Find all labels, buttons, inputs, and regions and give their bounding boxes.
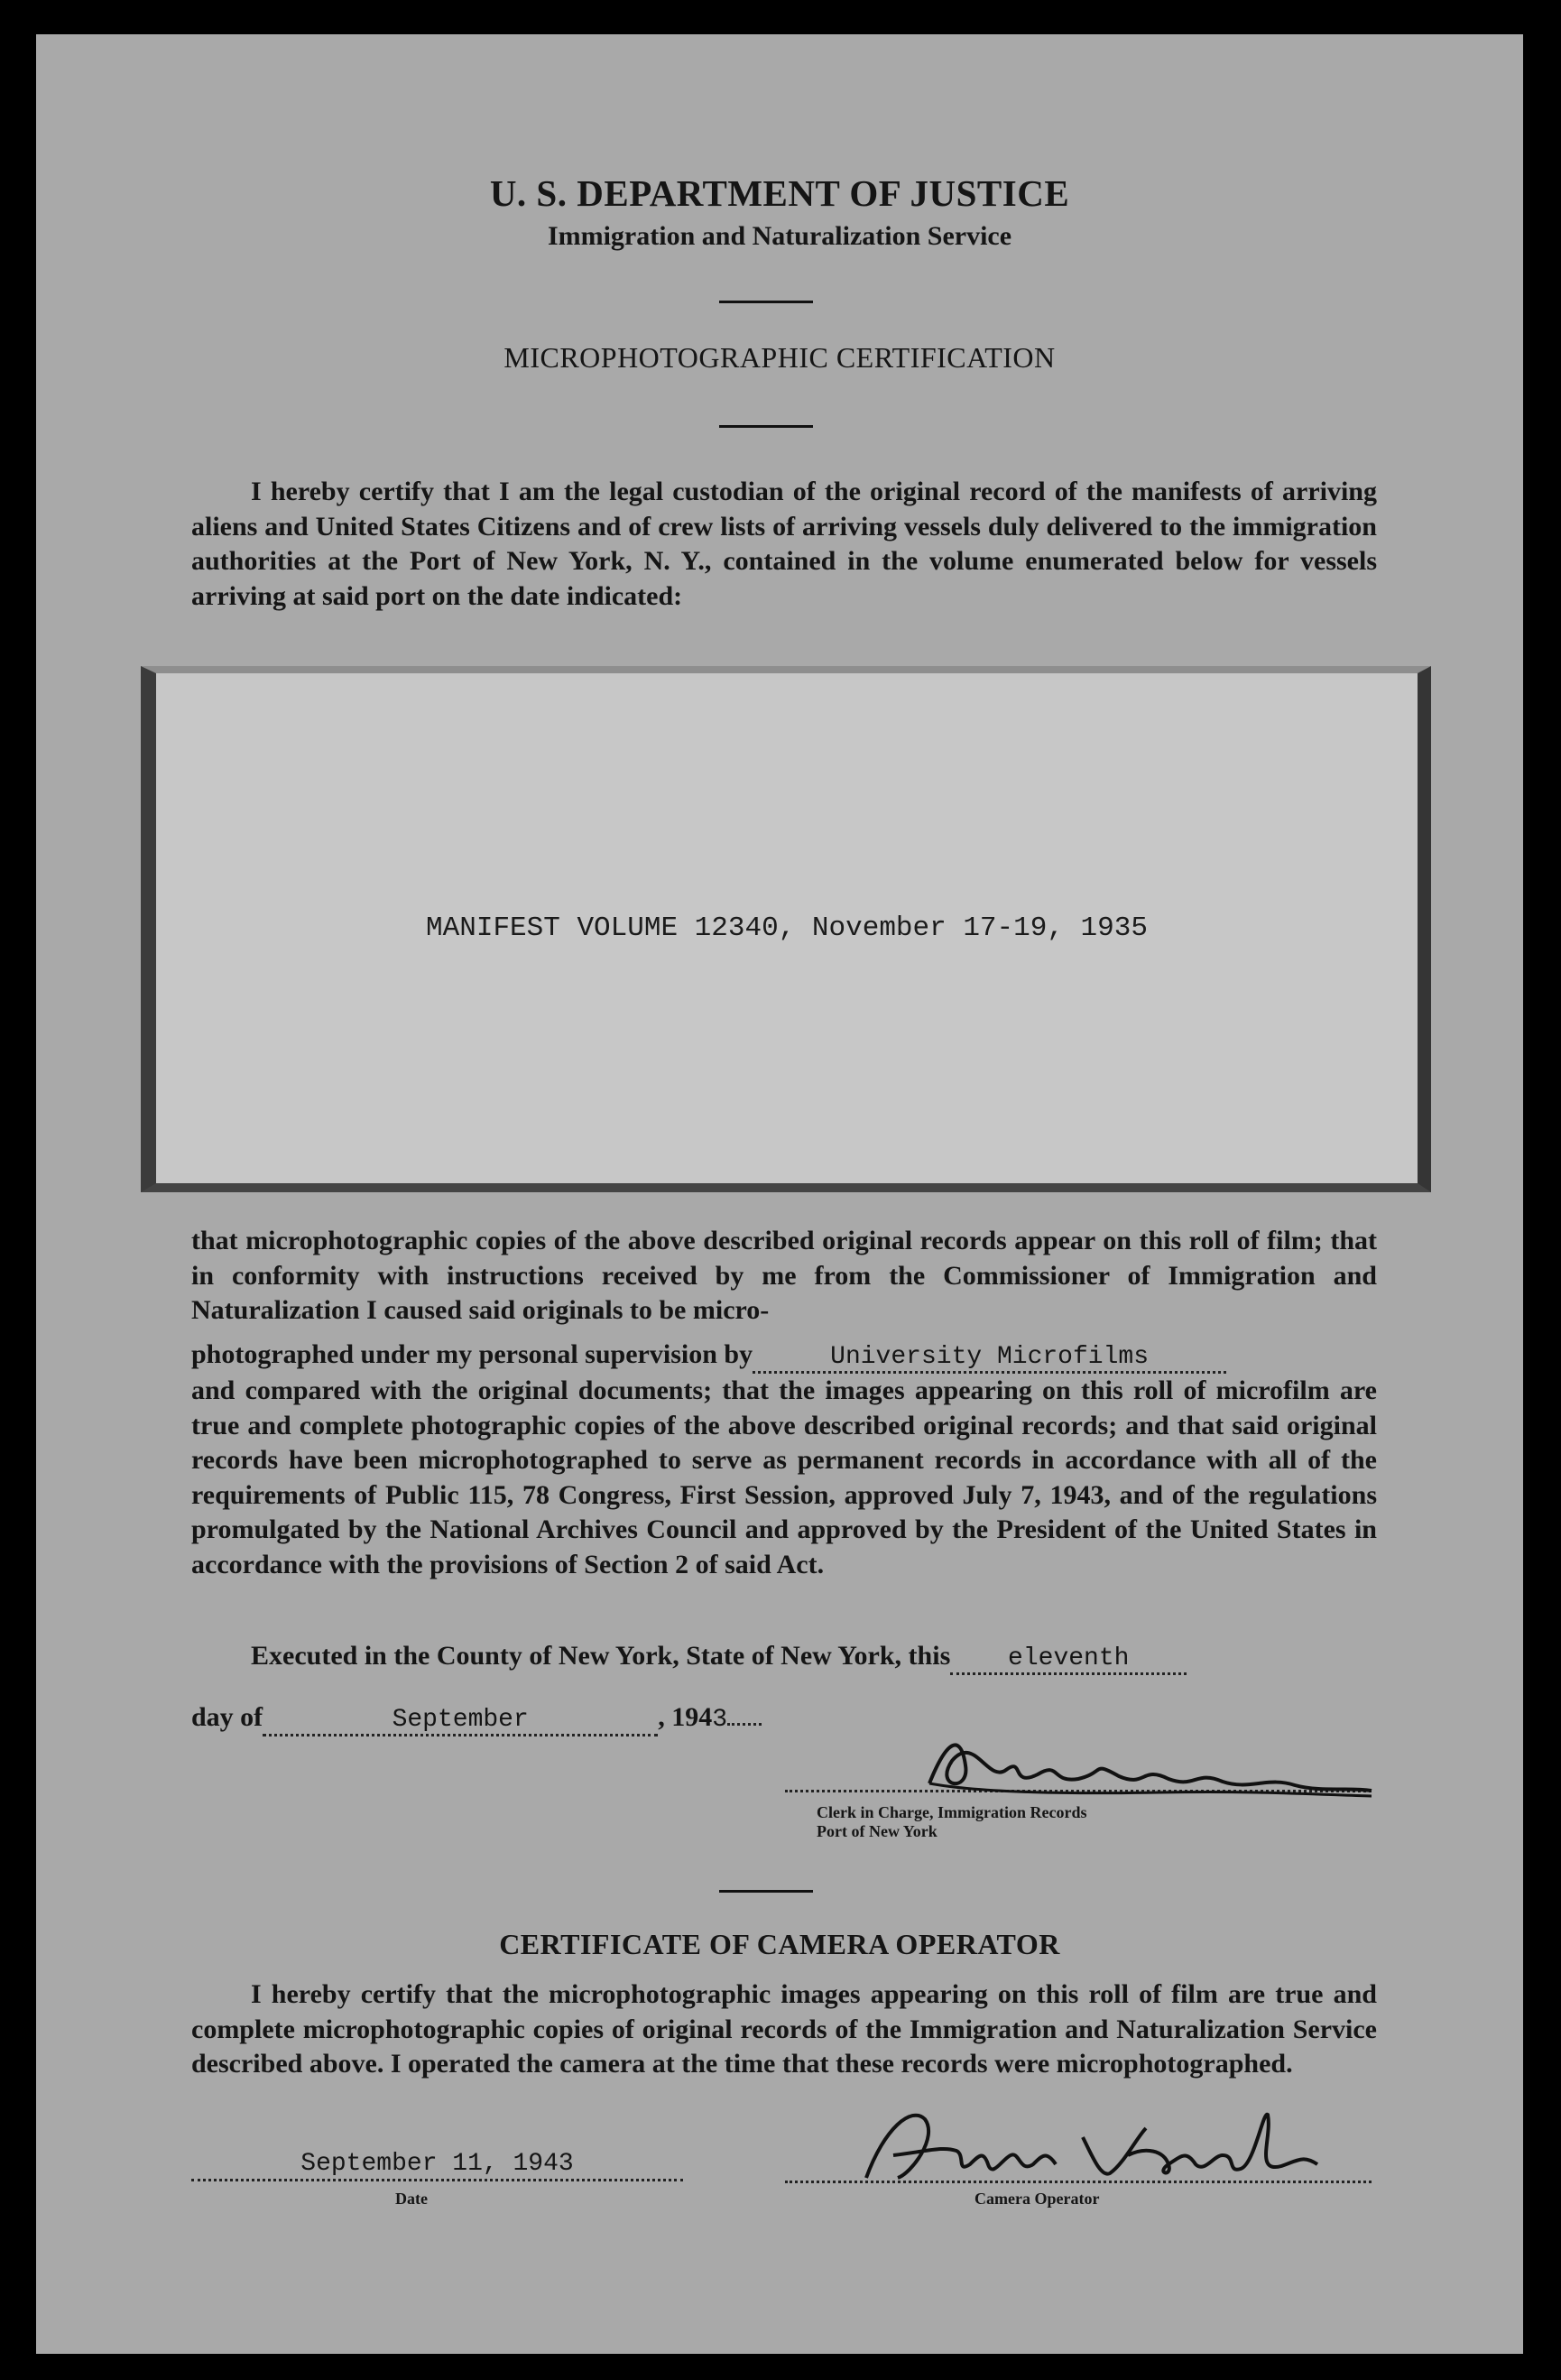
operator-date-value: September 11, 1943 — [300, 2150, 574, 2178]
operator-signature — [857, 2101, 1326, 2187]
executed-prefix: Executed in the County of New York, State of New York, this — [251, 1641, 951, 1671]
supervision-line — [191, 1339, 1226, 1374]
day-of-prefix: day of — [191, 1702, 263, 1732]
clerk-title-line2: Port of New York — [817, 1822, 938, 1840]
body-paragraph-2: and compared with the original documents; that the images appearing on this roll of microfilm are true and complete photographic copies of the above described original records; and that said original records have been microphotographed to serve as permanent records in accordance with all of the requirements of Public 115, 78 Congress, First Session, approved July 7, 1943, and of the regulations promulgated by the National Archives Council and approved by the President of the United States in accordance with the provisions of Section 2 of said Act. — [191, 1375, 1377, 1579]
year-prefix: , 194 — [658, 1702, 713, 1732]
operator-date-field — [191, 2146, 683, 2181]
executed-day-value: eleventh — [1008, 1644, 1130, 1672]
date-label: Date — [395, 2190, 428, 2208]
volume-label-box — [141, 666, 1431, 1192]
clerk-title — [817, 1803, 1086, 1841]
month-value: September — [392, 1706, 529, 1734]
camera-operator-title: CERTIFICATE OF CAMERA OPERATOR — [499, 1928, 1060, 1960]
supervision-prefix: photographed under my personal supervision by — [191, 1339, 753, 1369]
clerk-title-line1: Clerk in Charge, Immigration Records — [817, 1803, 1087, 1821]
clerk-signature — [925, 1729, 1376, 1801]
divider — [719, 301, 813, 303]
camera-operator-paragraph: I hereby certify that the microphotographic images appearing on this roll of film are true and complete microphotographic copies of original records of the Immigration and Naturalization Service described above. I operated the camera at the time that these records were microphotographed. — [191, 1979, 1377, 2079]
divider — [719, 425, 813, 428]
year-digit: 3 — [712, 1706, 727, 1734]
department-heading: U. S. DEPARTMENT OF JUSTICE — [489, 172, 1070, 214]
date-line — [191, 1702, 762, 1736]
operator-label: Camera Operator — [974, 2190, 1100, 2208]
photographer-value: University Microfilms — [830, 1343, 1149, 1371]
intro-paragraph: I hereby certify that I am the legal custodian of the original record of the manifests of arriving aliens and United States Citizens and of crew lists of arriving vessels duly delivered to the immigration authorities at the Port of New York, N. Y., contained in the volume enumerated below for vessels arriving at said port on the date indicated: — [191, 477, 1377, 611]
certification-title: MICROPHOTOGRAPHIC CERTIFICATION — [503, 341, 1056, 374]
manifest-volume: MANIFEST VOLUME 12340, November 17-19, 1935 — [426, 912, 1148, 944]
service-heading: Immigration and Naturalization Service — [547, 221, 1012, 251]
certificate-page — [36, 34, 1523, 2354]
divider — [719, 1890, 813, 1893]
executed-line — [251, 1641, 1187, 1675]
body-paragraph-1: that microphotographic copies of the above described original records appear on this roll of film; that in conformity with instructions received by me from the Commissioner of Immigration and Naturalization I caused said originals to be micro- — [191, 1226, 1377, 1325]
